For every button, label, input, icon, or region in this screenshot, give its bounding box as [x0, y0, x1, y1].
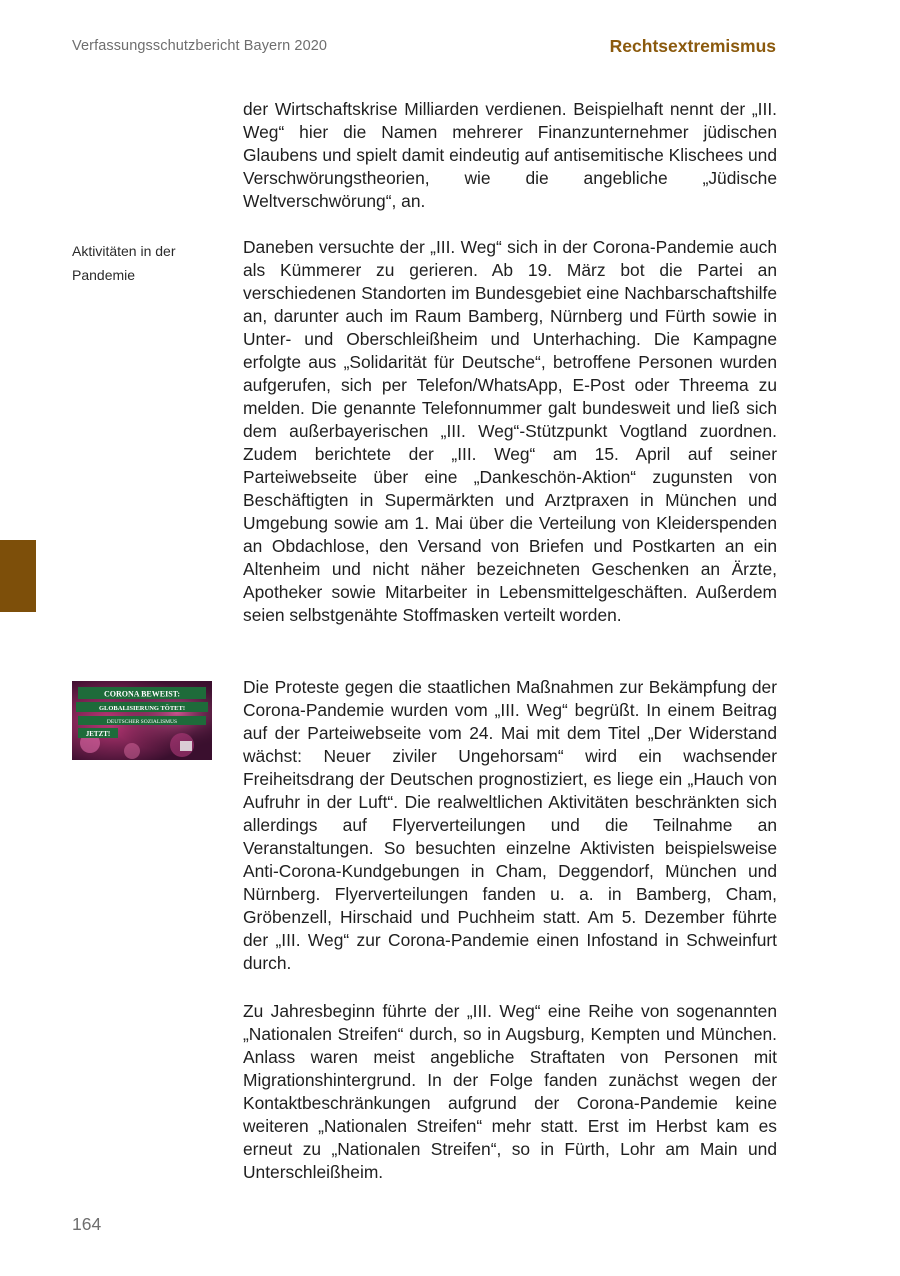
running-header-publication: Verfassungsschutzbericht Bayern 2020: [72, 38, 328, 54]
body-paragraph: Daneben versuchte der „III. Weg“ sich in der Corona-Pandemie auch als Kümmerer zu gerieren. Ab 19. März bot die Partei an verschiedenen Standorten im Bundesgebiet eine Nachbarschaftshilfe an, darunter auch im Raum Bamberg, Nürnberg und Fürth sowie in Unter- und Oberschleißheim und Unterhaching. Die Kampagne erfolgte aus „Solidarität für Deutsche“, betroffene Personen wurden aufgerufen, sich per Telefon/WhatsApp, E-Post oder Threema zu melden. Die genannte Telefonnummer galt bundesweit und ließ sich dem außerbayerischen „III. Weg“-Stützpunkt Vogtland zuordnen. Zudem berichtete der „III. Weg“ am 15. April auf seiner Parteiwebseite über eine „Dankeschön-Aktion“ zugunsten von Beschäftigten in Supermärkten und Arztpraxen in München und Umgebung sowie am 1. Mai über die Verteilung von Kleiderspenden an Obdachlose, den Versand von Briefen und Postkarten an ein Altenheim und nicht näher bezeichneten Geschenken an Ärzte, Apotheker sowie Mitarbeiter in Lebensmittelgeschäften. Außerdem seien selbstgenähte Stoffmasken verteilt worden.: [243, 237, 777, 625]
body-paragraph: der Wirtschaftskrise Milliarden verdienen. Beispielhaft nennt der „III. Weg“ hier die Namen mehrerer Finanzunternehmer jüdischen Glaubens und spielt damit eindeutig auf antisemitische Klischees und Verschwörungstheorien, wie die angebliche „Jüdische Weltverschwörung“, an.: [243, 99, 777, 211]
running-header-section: Rechtsextremismus: [609, 36, 776, 56]
corona-banner-image: [72, 681, 212, 760]
body-paragraph: Die Proteste gegen die staatlichen Maßnahmen zur Bekämpfung der Corona-Pandemie wurden vom „III. Weg“ begrüßt. In einem Beitrag auf der Parteiwebseite vom 24. Mai mit dem Titel „Der Widerstand wächst: Neuer ziviler Ungehorsam“ wird ein wachsender Freiheitsdrang der Deutschen prognostiziert, es liege ein „Hauch von Aufruhr in der Luft“. Die realweltlichen Aktivitäten beschränkten sich allerdings auf Flyerverteilungen und die Teilnahme an Veranstaltungen. So besuchten einzelne Aktivisten beispielsweise Anti-Corona-Kundgebungen in Cham, Deggendorf, München und Nürnberg. Flyerverteilungen fanden u. a. in Bamberg, Cham, Gröbenzell, Hirschaid und Puchheim statt. Am 5. Dezember führte der „III. Weg“ zur Corona-Pandemie einen Infostand in Schweinfurt durch.: [243, 677, 777, 973]
body-paragraph: Zu Jahresbeginn führte der „III. Weg“ eine Reihe von sogenannten „Nationalen Streifen“ durch, so in Augsburg, Kempten und München. Anlass waren meist angebliche Straftaten von Personen mit Migrationshintergrund. In der Folge fanden zunächst wegen der Kontaktbeschränkungen aufgrund der Corona-Pandemie keine weiteren „Nationalen Streifen“ mehr statt. Erst im Herbst kam es erneut zu „Nationalen Streifen“, so in Fürth, Lohr am Main und Unterschleißheim.: [243, 1001, 777, 1182]
margin-note: [72, 239, 222, 287]
banner-text-line: JETZT!: [85, 730, 111, 738]
banner-text-line: GLOBALISIERUNG TÖTET!: [98, 705, 186, 712]
banner-text-line: CORONA BEWEIST:: [103, 689, 181, 699]
margin-note-line: Aktivitäten in der: [72, 243, 176, 259]
page-number: 164: [72, 1214, 102, 1234]
chapter-tab-marker: [0, 540, 36, 612]
margin-note-line: Pandemie: [72, 267, 136, 283]
banner-text-line: DEUTSCHER SOZIALISMUS: [106, 719, 178, 725]
